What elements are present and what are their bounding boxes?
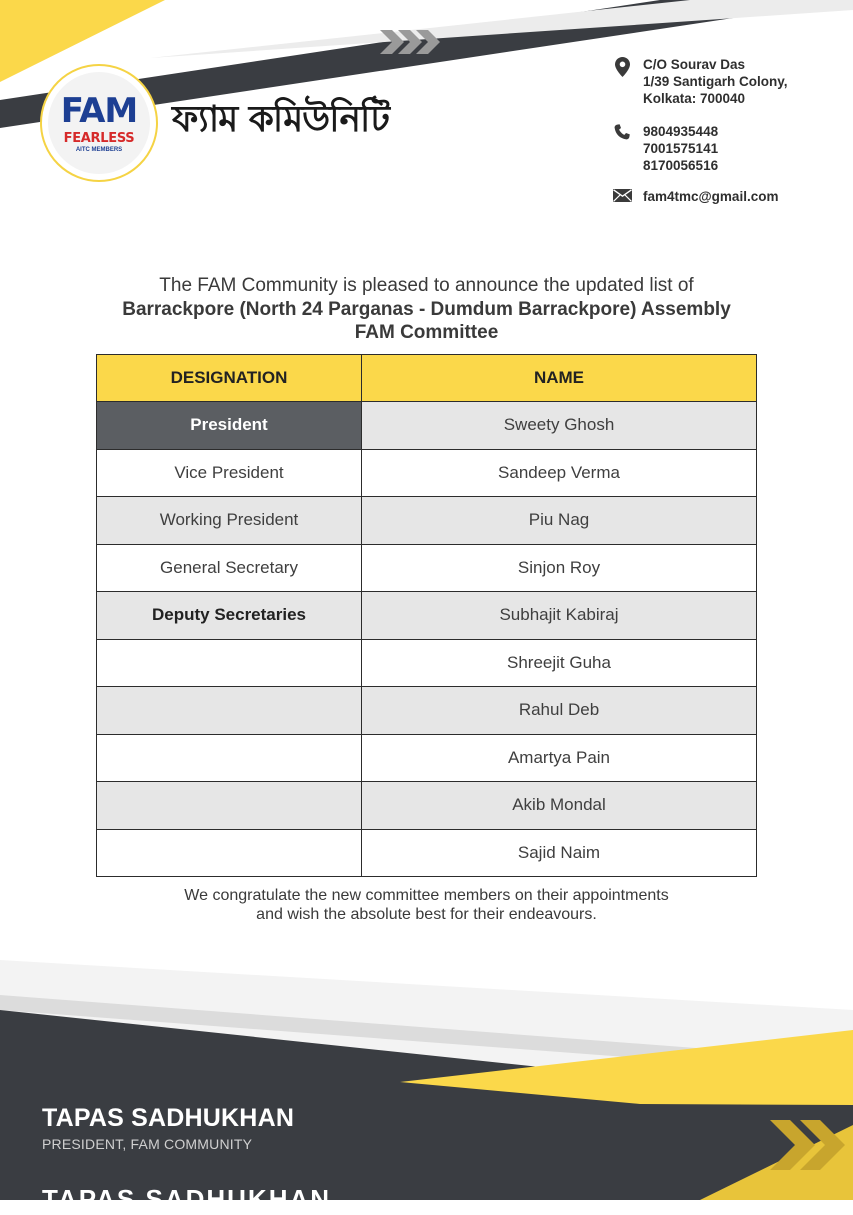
fam-logo bbox=[40, 64, 158, 182]
name-cell: Shreejit Guha bbox=[362, 639, 757, 687]
envelope-icon bbox=[612, 188, 632, 205]
designation-cell bbox=[97, 639, 362, 687]
table-row bbox=[97, 687, 757, 735]
designation-cell bbox=[97, 829, 362, 877]
phone-number-1[interactable]: 9804935448 bbox=[643, 124, 719, 139]
designation-cell bbox=[97, 734, 362, 782]
address-line-2: 1/39 Santigarh Colony, bbox=[643, 74, 788, 89]
table-row bbox=[97, 782, 757, 830]
name-cell: Rahul Deb bbox=[362, 687, 757, 735]
table-row bbox=[97, 592, 757, 640]
brand-name-bengali: ফ্যাম কমিউনিটি bbox=[172, 99, 389, 140]
announcement-title bbox=[60, 298, 793, 344]
name-cell: Sweety Ghosh bbox=[362, 402, 757, 450]
table-row bbox=[97, 402, 757, 450]
announcement-intro: The FAM Community is pleased to announce the updated list of bbox=[159, 275, 694, 296]
designation-cell: President bbox=[97, 402, 362, 450]
phone-number-2[interactable]: 7001575141 bbox=[643, 141, 719, 156]
phone-icon bbox=[612, 123, 632, 174]
phone-number-3[interactable]: 8170056516 bbox=[643, 158, 719, 173]
closing-line-2: and wish the absolute best for their endeavours. bbox=[256, 906, 597, 923]
address-line-3: Kolkata: 700040 bbox=[643, 91, 746, 106]
designation-cell: Deputy Secretaries bbox=[97, 592, 362, 640]
email-row bbox=[612, 188, 778, 205]
name-cell: Sajid Naim bbox=[362, 829, 757, 877]
designation-cell bbox=[97, 687, 362, 735]
name-cell: Piu Nag bbox=[362, 497, 757, 545]
logo-main-text: FAM bbox=[60, 91, 138, 131]
closing-line-1: We congratulate the new committee members on their appointments bbox=[184, 887, 669, 904]
designation-cell: Working President bbox=[97, 497, 362, 545]
designation-cell: Vice President bbox=[97, 449, 362, 497]
name-cell: Sinjon Roy bbox=[362, 544, 757, 592]
title-line-1: Barrackpore (North 24 Parganas - Dumdum Barrackpore) Assembly bbox=[122, 299, 731, 320]
header-designation: DESIGNATION bbox=[97, 355, 362, 402]
signatory-name: TAPAS SADHUKHAN bbox=[42, 1104, 295, 1132]
signature-stamp: TAPAS SADHUKHAN bbox=[42, 1184, 332, 1214]
table-row bbox=[97, 734, 757, 782]
logo-word-text: FEARLESS bbox=[63, 131, 135, 146]
signatory-title: PRESIDENT, FAM COMMUNITY bbox=[42, 1136, 253, 1152]
address-line-1: C/O Sourav Das bbox=[643, 57, 746, 72]
header-name: NAME bbox=[362, 355, 757, 402]
committee-table bbox=[96, 354, 757, 877]
fam-logo-badge bbox=[48, 72, 150, 174]
closing-message bbox=[60, 886, 793, 924]
name-cell: Subhajit Kabiraj bbox=[362, 592, 757, 640]
logo-sub-text: AITC MEMBERS bbox=[75, 147, 123, 153]
email-address[interactable]: fam4tmc@gmail.com bbox=[643, 189, 779, 204]
name-cell: Akib Mondal bbox=[362, 782, 757, 830]
address-row bbox=[612, 56, 788, 107]
designation-cell bbox=[97, 782, 362, 830]
phone-row bbox=[612, 123, 718, 174]
table-row bbox=[97, 544, 757, 592]
table-header-row bbox=[97, 355, 757, 402]
location-pin-icon bbox=[612, 56, 632, 107]
title-line-2: FAM Committee bbox=[354, 322, 499, 343]
table-row bbox=[97, 639, 757, 687]
name-cell: Amartya Pain bbox=[362, 734, 757, 782]
designation-cell: General Secretary bbox=[97, 544, 362, 592]
name-cell: Sandeep Verma bbox=[362, 449, 757, 497]
table-row bbox=[97, 829, 757, 877]
table-row bbox=[97, 497, 757, 545]
table-row bbox=[97, 449, 757, 497]
